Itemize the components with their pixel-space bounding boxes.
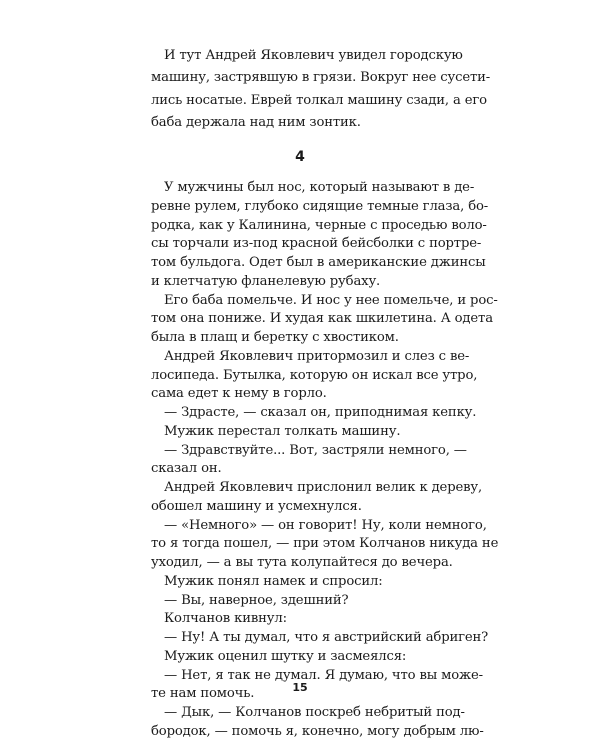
text-line: — «Немного» — он говорит! Ну, коли немного,: [164, 517, 487, 533]
text-line: Мужик перестал толкать машину.: [164, 423, 401, 439]
text-line: бородок, — помочь я, конечно, могу добрым лю-: [151, 723, 484, 739]
text-line: баба держала над ним зонтик.: [151, 114, 361, 130]
chapter-number: 4: [295, 149, 305, 165]
text-line: сказал он.: [151, 461, 222, 477]
text-line: машину, застрявшую в грязи. Вокруг нее сусети-: [151, 70, 491, 86]
text-line: Андрей Яковлевич притормозил и слез с ве-: [164, 348, 470, 364]
text-line: Мужик оценил шутку и засмеялся:: [164, 648, 407, 664]
text-line: Колчанов кивнул:: [164, 611, 287, 627]
text-line: Андрей Яковлевич прислонил велик к дереву,: [164, 480, 483, 495]
text-line: И тут Андрей Яковлевич увидел городскую: [164, 48, 463, 63]
text-line: лись носатые. Еврей толкал машину сзади, а его: [151, 92, 487, 108]
text-line: сама едет к нему в горло.: [151, 386, 327, 402]
text-line: — Нет, я так не думал. Я думаю, что вы може-: [164, 667, 483, 683]
text-line: обошел машину и усмехнулся.: [151, 498, 362, 514]
text-line: — Вы, наверное, здешний?: [164, 592, 349, 608]
text-line: — Дык, — Колчанов поскреб небритый под-: [164, 705, 465, 720]
text-line: том бульдога. Одет был в американские джинсы: [151, 255, 486, 270]
text-line: У мужчины был нос, который называют в де-: [164, 180, 475, 195]
text-line: была в плащ и беретку с хвостиком.: [151, 330, 399, 345]
text-line: лосипеда. Бутылка, которую он искал все утро,: [151, 367, 478, 383]
text-line: родка, как у Калинина, черные с проседью воло-: [151, 217, 487, 233]
text-line: сы торчали из-под красной бейсболки с портре-: [151, 236, 482, 252]
text-line: те нам помочь.: [151, 686, 255, 702]
text-line: Его баба помельче. И нос у нее помельче, и рос-: [164, 292, 498, 308]
text-line: том она пониже. И худая как шкилетина. А одета: [151, 311, 493, 327]
text-line: — Здравствуйте... Вот, застряли немного, —: [164, 442, 467, 458]
page-number: 15: [292, 681, 308, 694]
text-line: — Здрасте, — сказал он, приподнимая кепку.: [164, 405, 477, 420]
text-line: Мужик понял намек и спросил:: [164, 573, 383, 589]
text-line: — Ну! А ты думал, что я австрийский абриген?: [164, 630, 489, 645]
text-line: то я тогда пошел, — при этом Колчанов никуда не: [151, 536, 499, 552]
text-line: ревне рулем, глубоко сидящие темные глаза, бо-: [151, 198, 489, 214]
text-line: и клетчатую фланелевую рубаху.: [151, 273, 381, 289]
text-line: уходил, — а вы тута колупайтеся до вечера.: [151, 555, 453, 570]
